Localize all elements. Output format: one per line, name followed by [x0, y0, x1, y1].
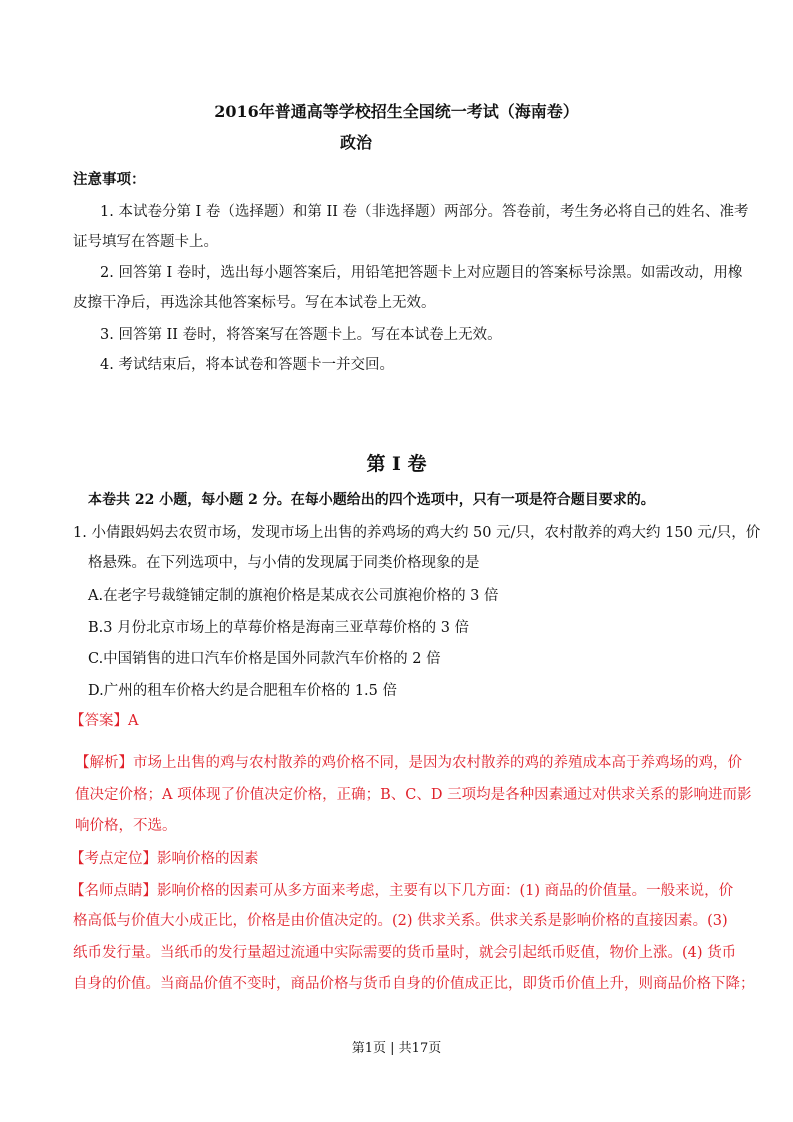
answer-label: 【答案】	[70, 713, 128, 729]
analysis-line: 值决定价格；A 项体现了价值决定价格，正确；B、C、D 三项均是各种因素通过对供求关系的影响进而影	[75, 787, 752, 803]
exam-point: 【考点定位】影响价格的因素	[70, 851, 259, 867]
analysis-label: 【解析】	[75, 755, 133, 771]
answer	[70, 712, 720, 730]
option-a: A.在老字号裁缝铺定制的旗袍价格是某成衣公司旗袍价格的 3 倍	[88, 588, 499, 604]
analysis-line: 响价格，不选。	[75, 818, 177, 834]
answer-value: A	[128, 713, 139, 729]
question-stem: 格悬殊。在下列选项中，与小倩的发现属于同类价格现象的是	[88, 555, 480, 571]
exam-point-label: 【考点定位】	[70, 851, 157, 867]
notice-heading: 注意事项：	[73, 171, 146, 188]
section-title: 第 I 卷	[366, 453, 427, 475]
notice-line: 证号填写在答题卡上。	[73, 234, 218, 250]
analysis-line: 【解析】市场上出售的鸡与农村散养的鸡价格不同，是因为农村散养的鸡的养殖成本高于养鸡场的鸡，价	[75, 755, 742, 771]
notice-line: 2. 回答第 I 卷时，选出每小题答案后，用铅笔把答题卡上对应题目的答案标号涂黑。如需改动，用橡	[100, 265, 743, 281]
subject-title: 政治	[340, 133, 373, 152]
tip-label: 【名师点睛】	[70, 883, 157, 899]
question-stem: 1. 小倩跟妈妈去农贸市场，发现市场上出售的养鸡场的鸡大约 50 元/只，农村散养的鸡大约 150 元/只，价	[73, 525, 761, 541]
tip-line: 自身的价值。当商品价值不变时，商品价格与货币自身的价值成正比，即货币价值上升，则商品价格下降；	[73, 976, 755, 992]
notice-line: 4. 考试结束后，将本试卷和答题卡一并交回。	[100, 357, 394, 373]
tip-line: 纸币发行量。当纸币的发行量超过流通中实际需要的货币量时，就会引起纸币贬值，物价上涨。(4) 货币	[73, 945, 737, 961]
tip-line: 【名师点睛】影响价格的因素可从多方面来考虑，主要有以下几方面：(1) 商品的价值量。一般来说，价	[70, 883, 734, 899]
option-b: B.3 月份北京市场上的草莓价格是海南三亚草莓价格的 3 倍	[88, 620, 470, 636]
section-instruction: 本卷共 22 小题，每小题 2 分。在每小题给出的四个选项中，只有一项是符合题目要求的。	[88, 492, 655, 508]
notice-line: 3. 回答第 II 卷时，将答案写在答题卡上。写在本试卷上无效。	[100, 327, 502, 343]
option-d: D.广州的租车价格大约是合肥租车价格的 1.5 倍	[88, 683, 397, 699]
tip-line: 格高低与价值大小成正比，价格是由价值决定的。(2) 供求关系。供求关系是影响价格的直接因素。(3)	[73, 913, 728, 929]
notice-line: 1. 本试卷分第 I 卷（选择题）和第 II 卷（非选择题）两部分。答卷前，考生务必将自己的姓名、准考	[100, 204, 749, 220]
document-title: 2016年普通高等学校招生全国统一考试（海南卷）	[214, 102, 579, 121]
option-c: C.中国销售的进口汽车价格是国外同款汽车价格的 2 倍	[88, 651, 441, 667]
page-footer: 第1页 | 共17页	[351, 1041, 442, 1056]
notice-line: 皮擦干净后，再选涂其他答案标号。写在本试卷上无效。	[73, 295, 436, 311]
